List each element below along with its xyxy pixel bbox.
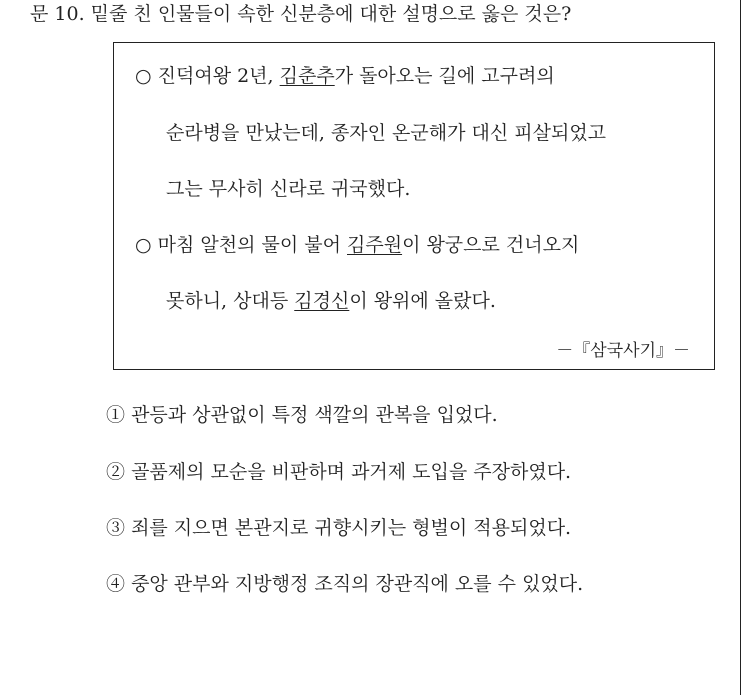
choice-number: ① bbox=[106, 404, 126, 426]
choice-3[interactable] bbox=[106, 516, 571, 540]
choice-4[interactable] bbox=[106, 572, 583, 596]
source-item-2-line-2: 못하니, 상대등 김경신이 왕위에 올랐다. bbox=[166, 290, 496, 312]
source-excerpt-box bbox=[113, 42, 715, 370]
source-item-1-line-1: ○ 진덕여왕 2년, 김춘추가 돌아오는 길에 고구려의 bbox=[135, 65, 555, 87]
choice-text: 죄를 지으면 본관지로 귀향시키는 형벌이 적용되었다. bbox=[131, 517, 572, 539]
source-item-1-line-3: 그는 무사히 신라로 귀국했다. bbox=[166, 178, 411, 200]
bullet-icon: ○ bbox=[135, 234, 152, 256]
underlined-person-kim-juwon: 김주원 bbox=[347, 234, 403, 256]
question-text: 밑줄 친 인물들이 속한 신분층에 대한 설명으로 옳은 것은? bbox=[90, 3, 572, 25]
question-number: 문 10. bbox=[30, 3, 85, 25]
choice-number: ③ bbox=[106, 517, 126, 539]
source-item-2-line-1: ○ 마침 알천의 물이 불어 김주원이 왕궁으로 건너오지 bbox=[135, 234, 580, 256]
choice-2[interactable] bbox=[106, 460, 571, 484]
choice-text: 골품제의 모순을 비판하며 과거제 도입을 주장하였다. bbox=[131, 461, 572, 483]
choice-1[interactable] bbox=[106, 403, 498, 427]
choice-text: 관등과 상관없이 특정 색깔의 관복을 입었다. bbox=[131, 404, 498, 426]
bullet-icon: ○ bbox=[135, 65, 152, 87]
underlined-person-kim-chunchu: 김춘추 bbox=[279, 65, 335, 87]
choice-number: ② bbox=[106, 461, 126, 483]
page-right-border bbox=[740, 0, 741, 695]
choice-number: ④ bbox=[106, 573, 126, 595]
question-stem bbox=[30, 2, 571, 26]
choice-text: 중앙 관부와 지방행정 조직의 장관직에 오를 수 있었다. bbox=[131, 573, 584, 595]
underlined-person-kim-gyeongsin: 김경신 bbox=[294, 290, 350, 312]
source-citation: －『삼국사기』－ bbox=[556, 341, 690, 361]
source-item-1-line-2: 순라병을 만났는데, 종자인 온군해가 대신 피살되었고 bbox=[166, 122, 607, 144]
